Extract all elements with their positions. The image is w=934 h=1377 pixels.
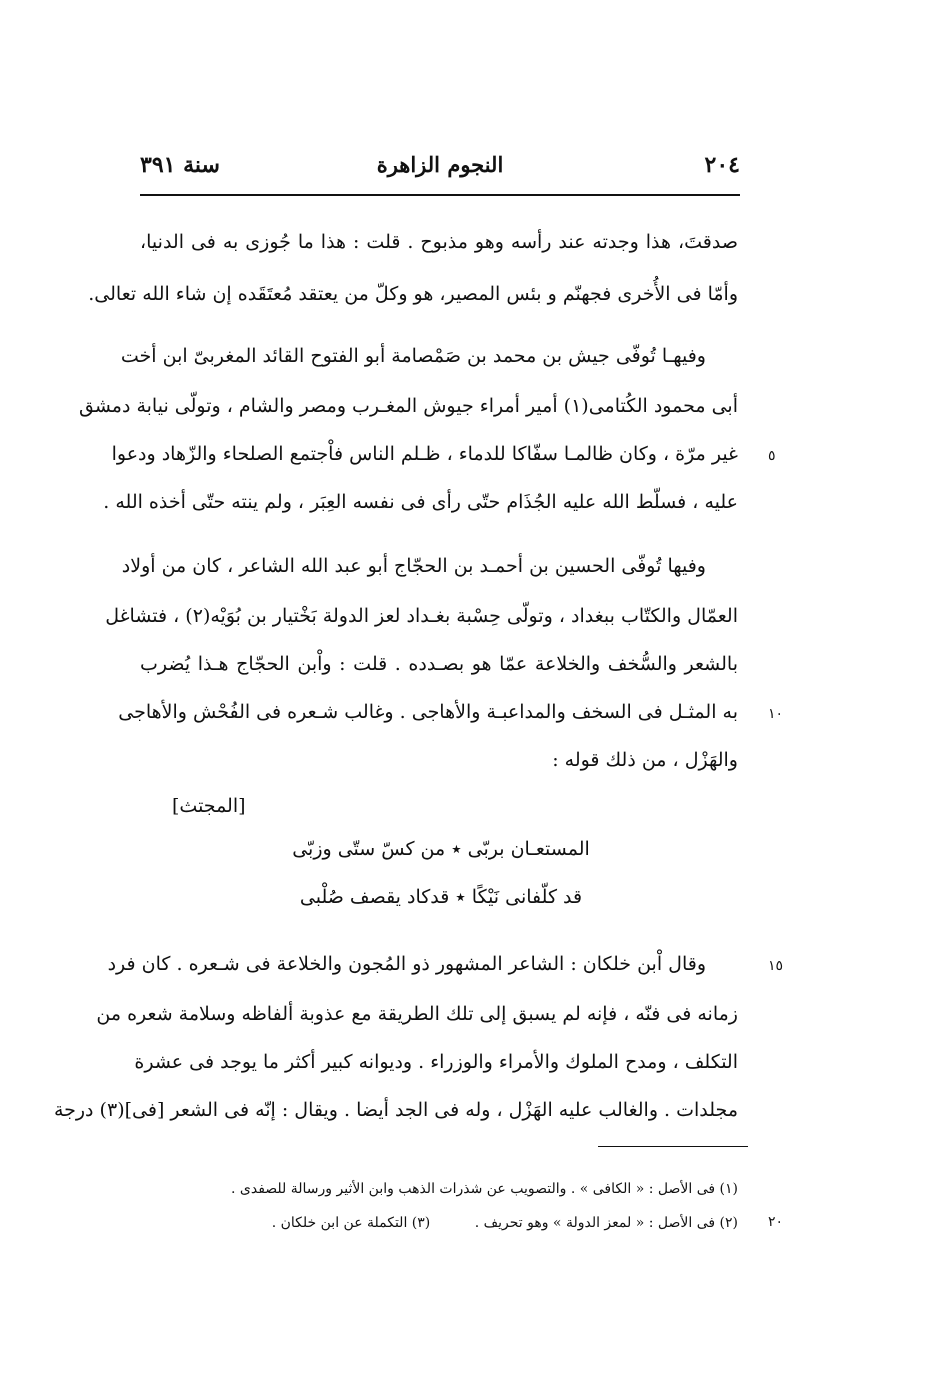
footnote-line: [140, 1212, 738, 1234]
text-line: التكلف ، ومدح الملوك والأمراء والوزراء . وديوانه كبير أكثر ما يوجد فى عشرة: [134, 1051, 738, 1073]
text-line: غير مرّة ، وكان ظالمـا سفّاكا للدماء ، ظـلم الناس فاْجتمع الصلحاء والزّهاد ودعوا: [111, 443, 738, 465]
text-line: والهَزْل ، من ذلك قوله :: [552, 749, 738, 771]
text-line: وفيهـا تُوفّى جيش بن محمد بن صَمْصامة أبو الفتوح القائد المغربىّ ابن أخت: [120, 345, 706, 367]
running-header: [140, 148, 740, 188]
text-line: وأمّا فى الأُخرى فجهنّم و بئس المصير، هو وكلّ من يعتقد مُعتَقَده إن شاء الله تعالى.: [88, 283, 738, 305]
footnote-rule: [598, 1146, 748, 1147]
text-line: وفيها تُوفّى الحسين بن أحمـد بن الحجّاج أبو عبد الله الشاعر ، كان من أولاد: [121, 555, 706, 577]
poem-meter: [المجتث]: [172, 795, 246, 817]
margin-line-number: ٢٠: [768, 1214, 784, 1230]
poem-verse: قد كلّفانى نَيْكًا ٭ قدكاد يقصف صُلْبى: [299, 886, 583, 908]
margin-line-number: ٥: [768, 448, 776, 464]
text-line: مجلدات . والغالب عليه الهَزْل ، وله فى الجد أيضا . ويقال : إنّه فى الشعر [فى](٣) درجة: [53, 1099, 738, 1121]
header-rule: [140, 194, 740, 196]
text-line: عليه ، فسلّط الله عليه الجُذَام حتّى رأى فى نفسه العِبَر ، ولم ينته حتّى أخذه الله .: [103, 491, 738, 513]
margin-line-number: ١٠: [768, 706, 784, 722]
margin-line-number: ١٥: [768, 958, 784, 974]
text-line: بالشعر والسُّخف والخلاعة عمّا هو بصـدده . قلت : واْبن الحجّاج هـذا يُضرب: [140, 653, 738, 675]
header-year: سنة ٣٩١: [140, 152, 220, 178]
footnote: (٢) فى الأصل : « لمعز الدولة » وهو تحريف .: [474, 1215, 738, 1231]
footnote: (٣) التكملة عن ابن خلكان .: [271, 1215, 431, 1231]
footnote: (١) فى الأصل : « الكافى » . والتصويب عن شذرات الذهب وابن الأثير ورسالة للصفدى .: [230, 1181, 738, 1197]
text-line: العمّال والكتّاب ببغداد ، وتولّى حِسْبة بغـداد لعز الدولة بَخْتيار بن بُوَيْه(٢) ، فتشاغل: [105, 605, 738, 627]
text-line: زمانه فى فنّه ، فإنه لم يسبق إلى تلك الطريقة مع عذوبة ألفاظه وسلامة شعره من: [96, 1003, 738, 1025]
text-line: أبى محمود الكُتامى(١) أمير أمراء جيوش المغـرب ومصر والشام ، وتولّى نيابة دمشق: [78, 395, 738, 417]
text-line: به المثـل فى السخف والمداعبـة والأهاجى . وغالب شـعره فى الفُحْش والأهاجى: [118, 701, 738, 723]
header-page-number: ٢٠٤: [704, 152, 740, 178]
header-book-title: النجوم الزاهرة: [376, 152, 504, 177]
text-line: صدقتَ، هذا وجدته عند رأسه وهو مذبوح . قلت : هذا ما جُوزى به فى الدنيا،: [140, 231, 738, 253]
text-line: وقال اْبن خلكان : الشاعر المشهور ذو المُجون والخلاعة فى شـعره . كان فرد: [107, 953, 706, 975]
poem-verse: المستعـان بربّى ٭ من كسّ ستّى وزبّى: [292, 838, 590, 860]
